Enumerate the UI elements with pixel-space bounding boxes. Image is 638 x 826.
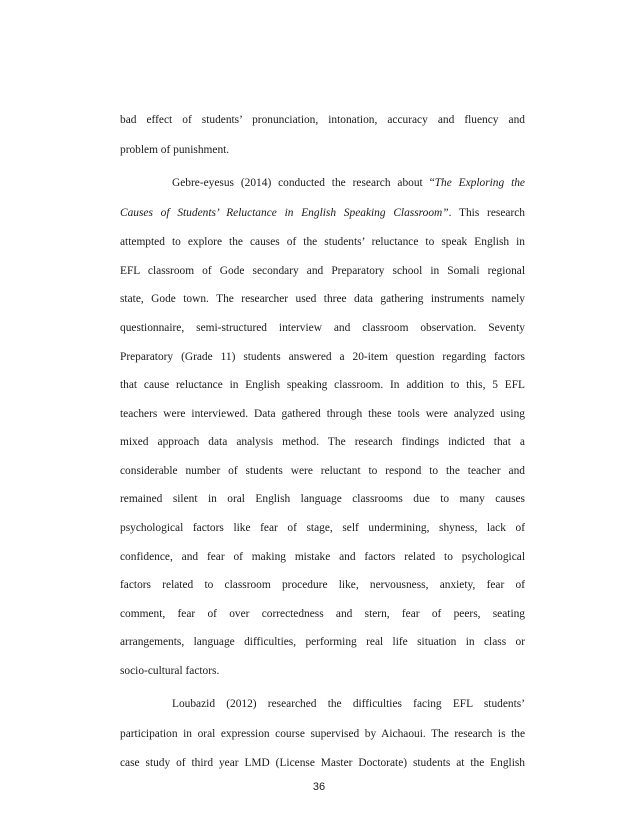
paragraph-2-line-6: questionnaire, semi-structured interview and classroom observation. Seventy — [120, 322, 525, 334]
paragraph-2-line-13: psychological factors like fear of stage, self undermining, shyness, lack of — [120, 522, 525, 534]
paragraph-3-line-3: case study of third year LMD (License Master Doctorate) students at the English — [120, 757, 525, 769]
paragraph-2-line-12: remained silent in oral English language classrooms due to many causes — [120, 493, 525, 505]
paragraph-2-line-1-text: Gebre-eyesus (2014) conducted the research about “ — [172, 177, 435, 189]
paragraph-2-line-17: arrangements, language difficulties, performing real life situation in class or — [120, 636, 525, 648]
paragraph-2-line-1-italic: The Exploring the — [434, 177, 525, 189]
paragraph-2-line-11: considerable number of students were reluctant to respond to the teacher and — [120, 465, 525, 477]
paragraph-2-line-3: attempted to explore the causes of the students’ reluctance to speak English in — [120, 236, 525, 248]
page-number: 36 — [312, 781, 326, 793]
paragraph-2-line-2-italic: Causes of Students’ Reluctance in English Speaking Classroom” — [120, 207, 449, 219]
paragraph-2-line-16: comment, fear of over correctedness and stern, fear of peers, seating — [120, 608, 525, 620]
paragraph-2-line-10: mixed approach data analysis method. The research findings indicted that a — [120, 436, 525, 448]
paragraph-2-line-15: factors related to classroom procedure like, nervousness, anxiety, fear of — [120, 579, 525, 591]
paragraph-2-line-8: that cause reluctance in English speaking classroom. In addition to this, 5 EFL — [120, 379, 525, 391]
paragraph-2-line-7: Preparatory (Grade 11) students answered a 20-item question regarding factors — [120, 351, 525, 363]
paragraph-2-line-9: teachers were interviewed. Data gathered through these tools were analyzed using — [120, 408, 525, 420]
paragraph-3-line-2: participation in oral expression course supervised by Aichaoui. The research is the — [120, 728, 525, 740]
paragraph-2-line-14: confidence, and fear of making mistake and factors related to psychological — [120, 551, 525, 563]
paragraph-3-line-1: Loubazid (2012) researched the difficulties facing EFL students’ — [172, 698, 525, 710]
paragraph-2-line-4: EFL classroom of Gode secondary and Preparatory school in Somali regional — [120, 265, 525, 277]
paragraph-2-line-2-text: . This research — [448, 207, 525, 219]
paragraph-2-line-18: socio-cultural factors. — [120, 665, 220, 677]
paragraph-2-line-2 — [120, 206, 525, 220]
paragraph-2-line-1 — [172, 176, 525, 190]
paragraph-2-line-5: state, Gode town. The researcher used three data gathering instruments namely — [120, 293, 525, 305]
paragraph-1-line-2: problem of punishment. — [120, 144, 230, 156]
paragraph-1-line-1: bad effect of students’ pronunciation, intonation, accuracy and fluency and — [120, 114, 525, 126]
